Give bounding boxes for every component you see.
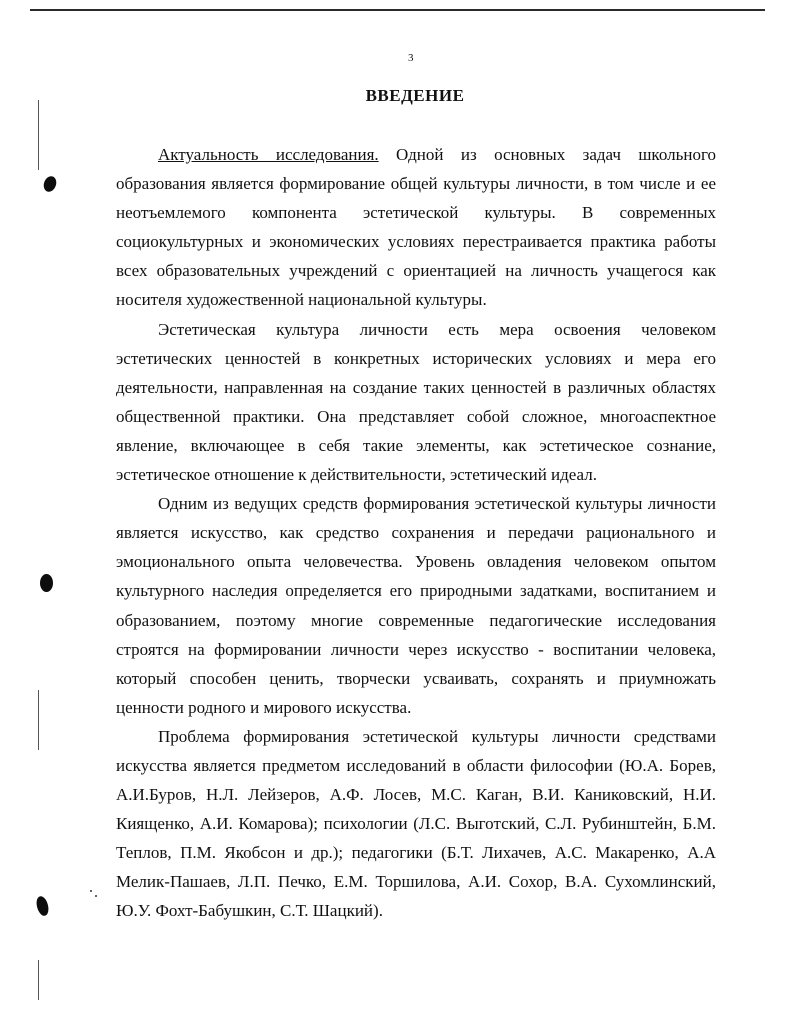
scan-left-margin-mark (38, 100, 39, 170)
punch-hole-mark (40, 574, 53, 592)
scan-left-margin-mark (38, 690, 39, 750)
paragraph (116, 140, 716, 315)
paragraph-text: Проблема формирования эстетической культуры личности средствами искусства является предметом исследований в области философии (Ю.А. Борев, А.И.Буров, Н.Л. Лейзеров, А.Ф. Лосев, М.С. Каган, В.И. Каниковский, Н.И. Киященко, А.И. Комарова); психологии (Л.С. Выготский, С.Л. Рубинштейн, Б.М. Теплов, П.М. Якобсон и др.); педагогики (Б.Т. Лихачев, А.С. Макаренко, А.А Мелик-Пашаев, Л.П. Печко, Е.М. Торшилова, А.И. Сохор, В.А. Сухомлинский, Ю.У. Фохт-Бабушкин, С.Т. Шацкий). (116, 726, 716, 921)
paragraph-lead: Актуальность исследования. (158, 145, 379, 164)
page-number: 3 (408, 52, 414, 64)
punch-hole-mark (42, 174, 59, 193)
page-title: ВВЕДЕНИЕ (365, 86, 465, 105)
paragraph (116, 315, 716, 490)
scan-left-margin-mark (38, 960, 39, 1000)
paragraph (116, 489, 716, 722)
punch-hole-mark (35, 895, 51, 917)
paragraph-text: Одной из основных задач школьного образования является формирование общей культуры личности, в том числе и ее неотъемлемого компонента эстетической культуры. В современных социокультурных и экономических условиях перестраивается практика работы всех образовательных учреждений с ориентацией на личность учащегося как носителя художественной национальной культуры. (116, 145, 716, 310)
paragraph (116, 722, 716, 926)
scan-speck (90, 890, 92, 892)
scan-top-edge (30, 9, 765, 11)
paragraph-text: Одним из ведущих средств формирования эстетической культуры личности является искусство, как средство сохранения и передачи рационального и эмоционального опыта человечества. Уровень овладения человеком опытом культурного наследия определяется его природными задатками, воспитанием и образованием, поэтому многие современные педагогические исследования строятся на формировании личности через искусство - воспитании человека, который способен ценить, творчески усваивать, сохранять и приумножать ценности родного и мирового искусства. (116, 494, 716, 717)
document-body (116, 140, 716, 926)
scan-speck (95, 895, 97, 897)
paragraph-text: Эстетическая культура личности есть мера освоения человеком эстетических ценностей в конкретных исторических условиях и мера его деятельности, направленная на создание таких ценностей в различных областях общественной практики. Она представляет собой сложное, многоаспектное явление, включающее в себя такие элементы, как эстетическое сознание, эстетическое отношение к действительности, эстетический идеал. (116, 319, 716, 485)
